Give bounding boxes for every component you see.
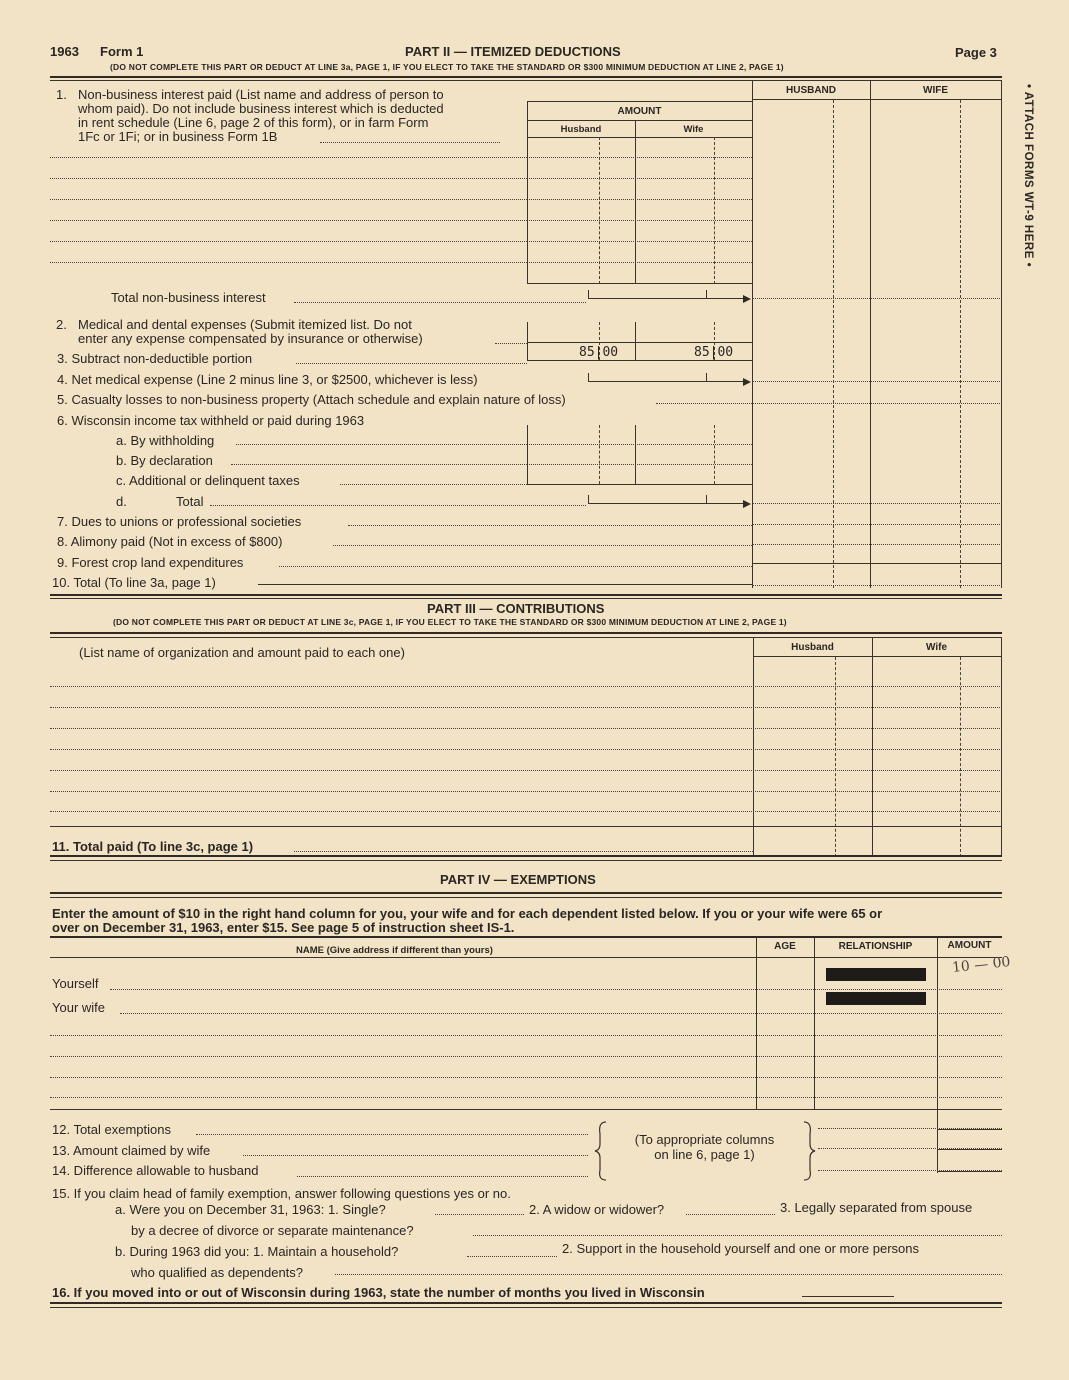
amount-line[interactable] <box>527 444 752 445</box>
leader-line <box>258 584 752 585</box>
amount-wife-header: Wife <box>683 124 704 135</box>
line6c-text: c. Additional or delinquent taxes <box>116 473 300 488</box>
answer-line[interactable] <box>802 1296 894 1297</box>
col-divider <box>870 80 871 588</box>
leader-dots <box>231 464 527 465</box>
box-border <box>527 322 528 360</box>
line9-text: 9. Forest crop land expenditures <box>57 555 244 570</box>
cents-divider <box>835 657 836 857</box>
box-border <box>527 425 528 484</box>
tick <box>588 290 589 299</box>
arrow-icon <box>743 295 751 303</box>
amount-line[interactable] <box>527 262 752 263</box>
leader-dots <box>340 484 527 485</box>
entry-line[interactable] <box>50 199 527 200</box>
form-year: 1963 <box>50 44 79 59</box>
amount-line[interactable] <box>752 381 1002 382</box>
line4-text: 4. Net medical expense (Line 2 minus line 3, or $2500, whichever is less) <box>57 372 478 387</box>
contrib-wife-header: Wife <box>925 642 948 653</box>
leader-dots <box>656 403 752 404</box>
rule <box>50 897 1002 898</box>
exemption-line[interactable] <box>110 989 1002 990</box>
col-divider <box>752 80 753 588</box>
part4-intro-a: Enter the amount of $10 in the right hand column for you, your wife and for each dependent listed below. If you or your wife were 65 or <box>52 906 883 921</box>
contrib-entry-line[interactable] <box>50 728 1002 729</box>
line15a-text-a: a. Were you on December 31, 1963: 1. Single? <box>115 1202 386 1217</box>
rule <box>50 1307 1002 1308</box>
rule <box>50 936 1002 938</box>
tick <box>588 373 589 382</box>
rule <box>50 598 1002 599</box>
line10-text: 10. Total (To line 3a, page 1) <box>52 575 216 590</box>
cents-divider <box>833 100 834 588</box>
line8-text: 8. Alimony paid (Not in excess of $800) <box>57 534 283 549</box>
col-divider <box>753 637 754 857</box>
rule <box>50 637 1002 638</box>
leader-dots <box>243 1155 588 1156</box>
page-number: Page 3 <box>955 45 997 60</box>
answer-line[interactable] <box>335 1274 1002 1275</box>
amount-header: AMOUNT <box>617 106 662 117</box>
rule <box>50 855 1002 857</box>
rule <box>50 80 1002 81</box>
contrib-entry-line[interactable] <box>50 707 1002 708</box>
rule <box>527 484 752 485</box>
tick <box>588 495 589 504</box>
left-brace-icon <box>592 1120 612 1182</box>
line14-text: 14. Difference allowable to husband <box>52 1163 259 1178</box>
amount-line[interactable] <box>527 464 752 465</box>
line3-husband-amount[interactable]: 85|00 <box>579 345 619 360</box>
leader-dots <box>495 343 527 344</box>
bracket-text-a: (To appropriate columns <box>634 1132 775 1147</box>
line1-text-b: whom paid). Do not include business interest which is deducted <box>78 101 444 116</box>
arrow-line <box>588 298 743 299</box>
line1-text-d: 1Fc or 1Fi; or in business Form 1B <box>78 129 278 144</box>
amount-line[interactable] <box>752 403 1002 404</box>
leader-dots <box>333 545 752 546</box>
contrib-entry-line[interactable] <box>50 770 1002 771</box>
line15b-text-b: 2. Support in the household yourself and one or more persons <box>562 1241 920 1256</box>
exemption-line[interactable] <box>50 1035 1002 1036</box>
arrow-line <box>588 503 743 504</box>
box-border <box>635 120 636 284</box>
redaction-bar <box>826 968 926 981</box>
col-divider <box>1001 637 1002 857</box>
line7-text: 7. Dues to unions or professional societies <box>57 514 302 529</box>
line6a-text: a. By withholding <box>116 433 215 448</box>
rule <box>527 137 752 138</box>
line2-number: 2. <box>56 317 67 332</box>
leader-dots <box>236 444 527 445</box>
line6b-text: b. By declaration <box>116 453 213 468</box>
rule <box>50 594 1002 596</box>
exemption-line[interactable] <box>50 1077 1002 1078</box>
rule <box>50 1302 1002 1304</box>
part2-note: (DO NOT COMPLETE THIS PART OR DEDUCT AT LINE 3a, PAGE 1, IF YOU ELECT TO TAKE THE STANDARD OR $300 MINIMUM DEDUCTION AT LINE 2, PAGE 1) <box>110 62 784 72</box>
wife-header: WIFE <box>923 85 948 96</box>
leader-dots <box>296 363 527 364</box>
bracket-text-b: on line 6, page 1) <box>654 1147 755 1162</box>
entry-line[interactable] <box>50 241 527 242</box>
line15a-text-c: 3. Legally separated from spouse <box>780 1200 973 1215</box>
rule <box>937 1149 1002 1150</box>
col-divider <box>756 937 757 1109</box>
part3-title: PART III — CONTRIBUTIONS <box>427 601 605 616</box>
box-border <box>635 322 636 360</box>
cents-divider <box>599 425 600 484</box>
leader-dots <box>294 851 753 852</box>
col-divider <box>937 937 938 1173</box>
answer-line[interactable] <box>473 1235 1002 1236</box>
rule <box>937 1129 1002 1130</box>
line1-text-a: Non-business interest paid (List name and address of person to <box>78 87 444 102</box>
leader-dots <box>320 142 500 143</box>
contrib-entry-line[interactable] <box>50 749 1002 750</box>
entry-line[interactable] <box>50 220 527 221</box>
rule <box>937 1171 1002 1172</box>
rule <box>752 563 1002 564</box>
col-divider <box>1001 80 1002 588</box>
contrib-husband-header: Husband <box>791 642 834 653</box>
line2-text-a: Medical and dental expenses (Submit itemized list. Do not <box>78 317 412 332</box>
amount-line[interactable] <box>527 157 752 158</box>
line1-text-c: in rent schedule (Line 6, page 2 of this form), or in farm Form <box>78 115 429 130</box>
name-col-header: NAME (Give address if different than yours) <box>296 945 493 956</box>
line2-text-b: enter any expense compensated by insurance or otherwise) <box>78 331 423 346</box>
line11-text: 11. Total paid (To line 3c, page 1) <box>52 839 254 854</box>
amount-line[interactable] <box>527 241 752 242</box>
redaction-bar <box>826 992 926 1005</box>
tick <box>706 373 707 382</box>
box-border <box>635 425 636 484</box>
leader-dots <box>279 566 752 567</box>
leader-dots <box>210 505 586 506</box>
part3-note: (DO NOT COMPLETE THIS PART OR DEDUCT AT LINE 3c, PAGE 1, IF YOU ELECT TO TAKE THE STANDARD OR $300 MINIMUM DEDUCTION AT LINE 2, PAGE 1) <box>113 617 787 627</box>
arrow-icon <box>743 378 751 386</box>
entry-line[interactable] <box>50 262 527 263</box>
line15b-text-c: who qualified as dependents? <box>131 1265 304 1280</box>
rule <box>50 76 1002 78</box>
rule <box>527 120 752 121</box>
exemption-line[interactable] <box>120 1013 1002 1014</box>
contrib-entry-line[interactable] <box>50 811 1002 812</box>
answer-line[interactable] <box>435 1214 524 1215</box>
rule <box>527 283 752 284</box>
rule <box>50 632 1002 634</box>
entry-line[interactable] <box>50 157 527 158</box>
contrib-entry-line[interactable] <box>50 686 1002 687</box>
line3-wife-amount[interactable]: 85|00 <box>694 345 734 360</box>
answer-line[interactable] <box>686 1214 775 1215</box>
col-divider <box>814 937 815 1109</box>
part4-title: PART IV — EXEMPTIONS <box>440 872 596 887</box>
cents-divider <box>714 425 715 484</box>
amount-line[interactable] <box>752 585 1002 586</box>
rule <box>50 957 1002 958</box>
amount-line[interactable] <box>527 220 752 221</box>
rule <box>753 656 1002 657</box>
rule <box>527 360 752 361</box>
tick <box>706 495 707 504</box>
age-col-header: AGE <box>774 941 796 952</box>
amount-husband-header: Husband <box>560 124 602 135</box>
amount-line[interactable] <box>752 298 1002 299</box>
total-interest-label: Total non-business interest <box>111 290 266 305</box>
line5-text: 5. Casualty losses to non-business property (Attach schedule and explain nature of loss) <box>57 392 566 407</box>
tick <box>706 290 707 299</box>
relationship-col-header: RELATIONSHIP <box>838 941 913 952</box>
amount-line[interactable] <box>752 524 1002 525</box>
line16-text: 16. If you moved into or out of Wisconsin during 1963, state the number of months you lived in Wisconsin <box>52 1285 705 1300</box>
yourself-label: Yourself <box>52 976 99 991</box>
yourself-amount[interactable]: 10 — 00 <box>951 953 1012 977</box>
line1-number: 1. <box>56 87 67 102</box>
line15b-text-a: b. During 1963 did you: 1. Maintain a household? <box>115 1244 399 1259</box>
leader-dots <box>196 1134 588 1135</box>
line15a-text-b: 2. A widow or widower? <box>529 1202 665 1217</box>
exemption-line[interactable] <box>50 1097 1002 1098</box>
rule <box>527 101 752 102</box>
contrib-entry-line[interactable] <box>50 791 1002 792</box>
line6d-total: Total <box>176 494 204 509</box>
line6-text: 6. Wisconsin income tax withheld or paid during 1963 <box>57 413 365 428</box>
amount-line[interactable] <box>527 178 752 179</box>
line6d-label: d. <box>116 494 127 509</box>
line15a-text-d: by a decree of divorce or separate maintenance? <box>131 1223 414 1238</box>
cents-divider <box>960 657 961 857</box>
husband-header: HUSBAND <box>786 85 836 96</box>
col-divider <box>872 637 873 857</box>
part4-intro-b: over on December 31, 1963, enter $15. See page 5 of instruction sheet IS-1. <box>52 920 515 935</box>
part3-list-label: (List name of organization and amount paid to each one) <box>79 645 405 660</box>
line13-text: 13. Amount claimed by wife <box>52 1143 211 1158</box>
your-wife-label: Your wife <box>52 1000 105 1015</box>
part2-title: PART II — ITEMIZED DEDUCTIONS <box>405 44 621 59</box>
answer-line[interactable] <box>467 1256 557 1257</box>
leader-dots <box>297 1176 588 1177</box>
attach-forms-note: • ATTACH FORMS WT-9 HERE • <box>1022 84 1034 268</box>
rule <box>527 342 752 343</box>
rule <box>752 99 1002 100</box>
amount-line[interactable] <box>752 503 1002 504</box>
rule <box>50 1109 1002 1110</box>
rule <box>50 826 1002 827</box>
rule <box>50 892 1002 894</box>
leader-dots <box>348 525 752 526</box>
line12-text: 12. Total exemptions <box>52 1122 171 1137</box>
leader-dots <box>294 302 586 303</box>
amount-col-header: AMOUNT <box>947 940 992 951</box>
arrow-icon <box>743 500 751 508</box>
rule <box>50 860 1002 861</box>
cents-divider <box>960 100 961 588</box>
line15-text: 15. If you claim head of family exemption, answer following questions yes or no. <box>52 1186 511 1201</box>
box-border <box>527 101 528 284</box>
amount-line[interactable] <box>752 544 1002 545</box>
entry-line[interactable] <box>50 178 527 179</box>
amount-line[interactable] <box>527 199 752 200</box>
right-brace-icon <box>800 1120 820 1182</box>
arrow-line <box>588 381 743 382</box>
line3-text: 3. Subtract non-deductible portion <box>57 351 253 366</box>
exemption-line[interactable] <box>50 1056 1002 1057</box>
form-name: Form 1 <box>100 44 144 59</box>
